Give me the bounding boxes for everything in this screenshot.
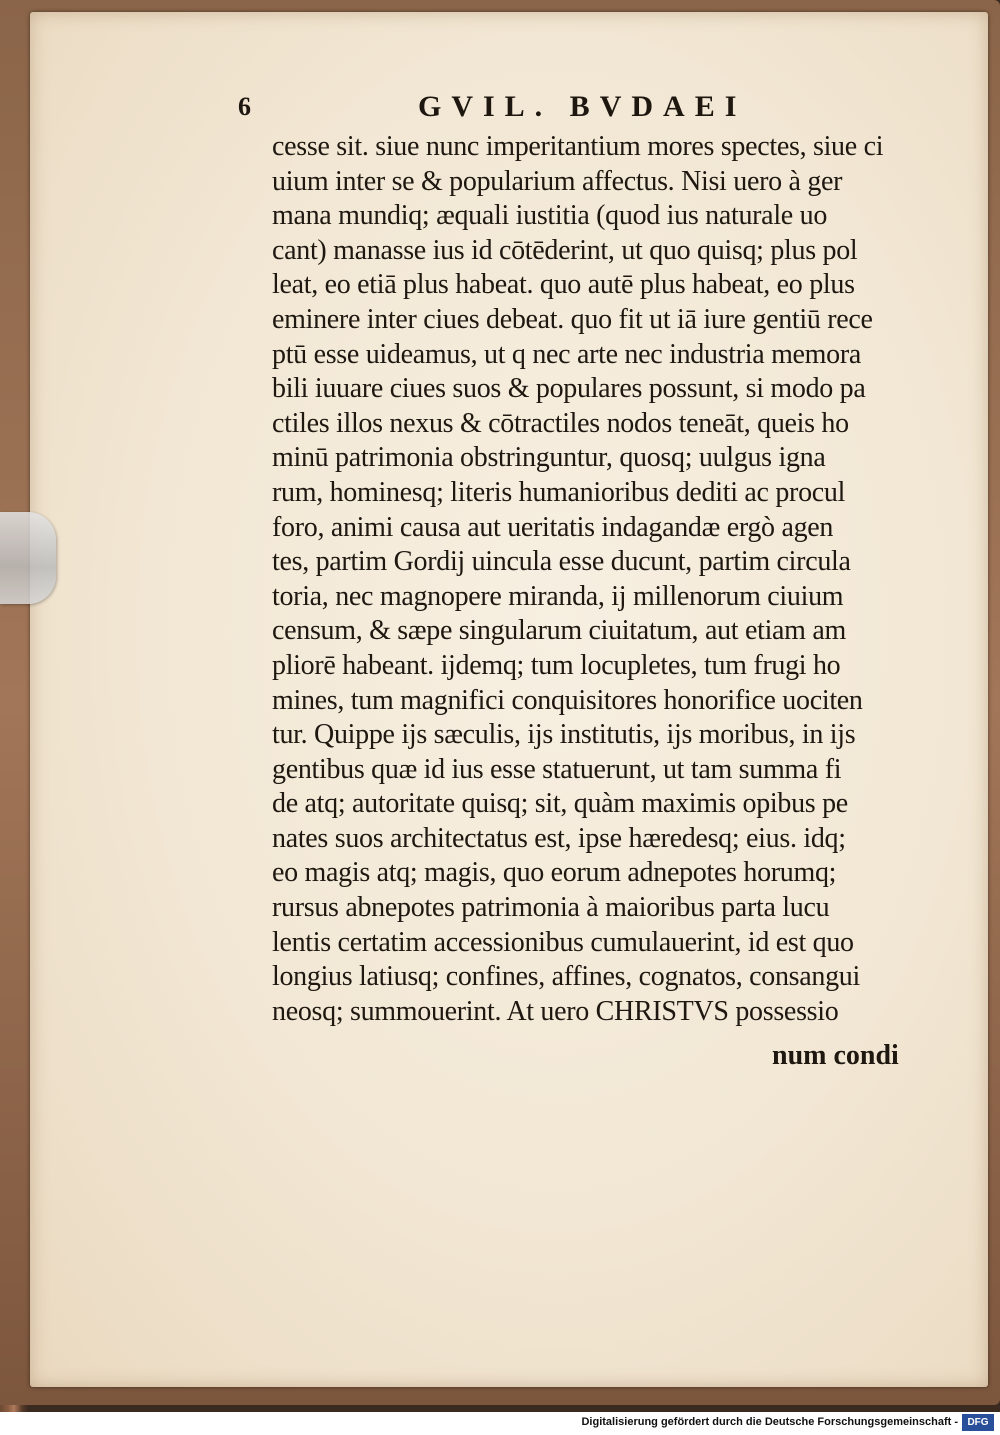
digitization-credit: Digitalisierung gefördert durch die Deutsche Forschungsgemeinschaft - [581, 1416, 958, 1428]
text-line: gentibus quæ id ius esse statuerunt, ut tam summa fi [272, 753, 842, 785]
text-line: rursus abnepotes patrimonia à maioribus parta lucu [272, 892, 830, 924]
text-line: neosq; summouerint. At uero CHRISTVS possessio [272, 995, 839, 1027]
text-line: mines, tum magnifici conquisitores honorifice uociten [272, 684, 863, 716]
catchword: num condi [772, 1040, 899, 1071]
text-line: lentis certatim accessionibus cumulauerint, id est quo [272, 926, 854, 958]
text-line: foro, animi causa aut ueritatis indagandæ ergò agen [272, 511, 834, 543]
text-line: eo magis atq; magis, quo eorum adnepotes horumq; [272, 857, 837, 889]
text-line: rum, hominesq; literis humanioribus dediti ac procul [272, 476, 846, 508]
text-line: cant) manasse ius id cōtēderint, ut quo quisq; plus pol [272, 234, 858, 266]
text-line: minū patrimonia obstringuntur, quosq; uulgus igna [272, 442, 826, 474]
text-line: leat, eo etiā plus habeat. quo autē plus habeat, eo plus [272, 269, 855, 301]
text-line: bili iuuare ciues suos & populares possunt, si modo pa [272, 373, 866, 405]
text-line: cesse sit. siue nunc imperitantium mores spectes, siue ci [272, 131, 884, 162]
body-text [272, 130, 912, 1029]
text-line: pliorē habeant. ijdemq; tum locupletes, tum frugi ho [272, 649, 841, 681]
text-line: ctiles illos nexus & cōtractiles nodos teneāt, queis ho [272, 407, 849, 439]
text-line: ptū esse uideamus, ut q nec arte nec industria memora [272, 338, 862, 370]
text-line: eminere inter ciues debeat. quo fit ut iā iure gentiū rece [272, 303, 873, 335]
text-line: uium inter se & popularium affectus. Nisi uero à ger [272, 165, 843, 197]
page-clip [0, 512, 56, 604]
text-line: mana mundiq; æquali iustitia (quod ius naturale uo [272, 200, 828, 232]
text-line: tes, partim Gordij uincula esse ducunt, partim circula [272, 546, 851, 578]
text-line: de atq; autoritate quisq; sit, quàm maximis opibus pe [272, 788, 848, 820]
text-line: longius latiusq; confines, affines, cognatos, consangui [272, 961, 860, 993]
page-header [238, 90, 838, 130]
folio-number: 6 [238, 92, 251, 121]
running-head: GVIL. BVDAEI [418, 90, 747, 123]
text-line: censum, & sæpe singularum ciuitatum, aut etiam am [272, 615, 846, 647]
text-line: tur. Quippe ijs sæculis, ijs institutis, ijs moribus, in ijs [272, 719, 856, 751]
dfg-logo: DFG [962, 1414, 994, 1431]
text-line: nates suos architectatus est, ipse hæredesq; eius. idq; [272, 822, 846, 854]
text-line: toria, nec magnopere miranda, ij millenorum ciuium [272, 580, 844, 612]
